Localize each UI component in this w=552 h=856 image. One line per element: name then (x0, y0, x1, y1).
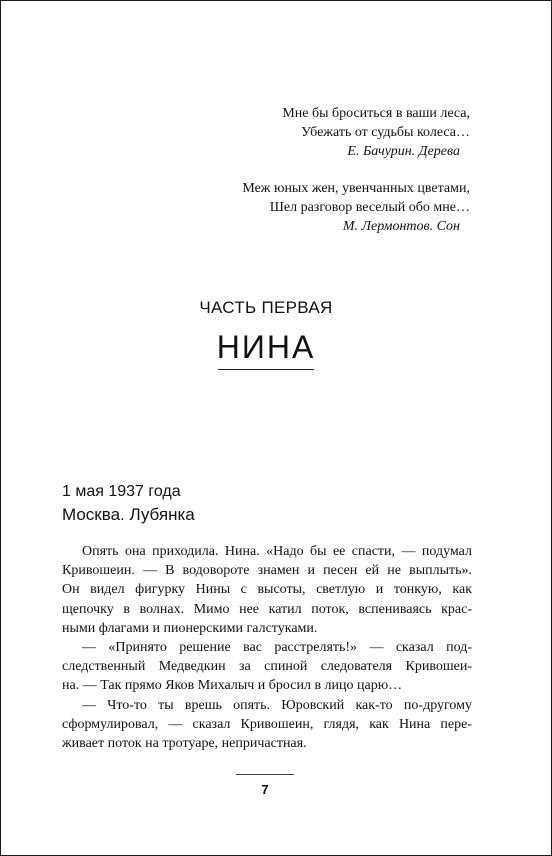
text-line: на. — Так прямо Яков Михалыч и бросил в лицо царю… (62, 678, 403, 694)
chapter-heading (62, 480, 195, 526)
text-line: ными флагами и пионерскими галстуками. (62, 620, 318, 636)
epigraph-line: Убежать от судьбы колеса… (301, 125, 470, 140)
text-line: — Что-то ты врешь опять. Юровский как-то по-другому (82, 697, 472, 713)
part-label: ЧАСТЬ ПЕРВАЯ (199, 298, 333, 317)
epigraph-author: Е. Бачурин. Дерева (347, 144, 460, 159)
body-text (62, 542, 472, 753)
chapter-place: Москва. Лубянка (62, 505, 195, 524)
text-line: следственный Медведкин за спиной следователя Кривошеи- (62, 659, 472, 675)
text-line: живает поток на тротуаре, непричастная. (62, 736, 307, 752)
epigraph-lermontov (150, 179, 470, 236)
part-title: НИНА (216, 329, 316, 365)
epigraph-line: Шел разговор веселый обо мне… (269, 200, 470, 215)
epigraph-line: Меж юных жен, увенчанных цветами, (242, 181, 470, 196)
page-number: 7 (261, 782, 269, 797)
epigraph-author: М. Лермонтов. Сон (342, 219, 460, 234)
text-line: Опять она приходила. Нина. «Надо бы ее спасти, — подумал (82, 544, 472, 559)
epigraph-line: Мне бы броситься в ваши леса, (282, 106, 470, 121)
title-divider (218, 369, 314, 370)
epigraphs (150, 104, 470, 254)
chapter-date: 1 мая 1937 года (62, 483, 181, 500)
footer-divider (236, 774, 294, 775)
text-line: Кривошеин. — В водовороте знамен и песен ей не выплыть». (62, 563, 472, 579)
epigraph-bachurin (150, 104, 470, 161)
text-line: — «Принято решение вас расстрелять!» — сказал под- (82, 640, 472, 656)
text-line: сформулировал, — сказал Кривошеин, глядя, как Нина пере- (62, 716, 472, 732)
text-line: щепочку в волнах. Мимо нее катил поток, вспениваясь крас- (62, 601, 472, 617)
text-line: Он видел фигурку Нины с высоты, светлую и тонкую, как (62, 582, 472, 598)
part-header (1, 297, 531, 367)
